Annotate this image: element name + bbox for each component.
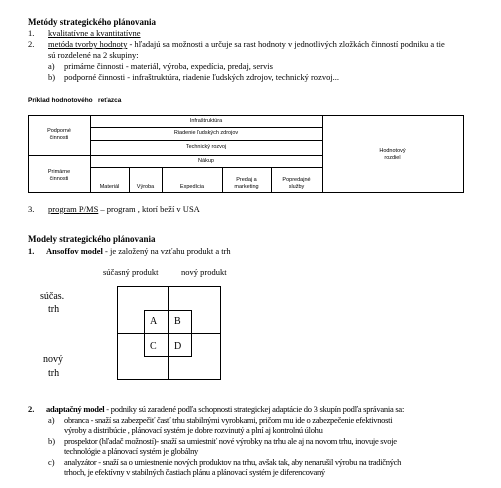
value-chain-label: Príklad hodnotového reťazca (28, 97, 122, 104)
item2-line2: sú rozdelené na 2 skupiny: (48, 50, 139, 60)
adaptive-title: adaptačný model (46, 404, 105, 414)
item2-sub-a-marker: a) (48, 61, 55, 71)
matrix-row2-label-b: trh (48, 368, 60, 379)
item1-number: 1. (28, 28, 35, 38)
matrix-cell-b: B (174, 316, 181, 327)
s2-item1-line (46, 247, 231, 256)
adaptive-b-line2: technológie a plánovací systém je globálny (64, 446, 198, 456)
matrix-row1-label-a: súčas. (40, 291, 65, 302)
matrix-cell-a: A (150, 316, 158, 327)
adaptive-c-line2: trhoch, je efektívny v stabilných častiach plánu a plánovací systém je diferencovaný (64, 467, 325, 477)
item2-line1 (48, 40, 445, 49)
matrix-col-new-product: nový produkt (181, 267, 227, 277)
matrix-cell-d: D (174, 341, 182, 352)
primary-col-material: Materiál (99, 184, 120, 190)
adaptive-rest: - podniky sú zaradené podľa schopnosti strategickej adaptácie do 3 skupín podľa správania sa: (104, 404, 405, 414)
adaptive-c-marker: c) (48, 457, 55, 467)
adaptive-c-line1: analyzátor - snaží sa o umiestnenie nových produktov na trhu, avšak tak, aby nenarušil výrobu na tradičných (64, 457, 402, 467)
adaptive-a-line2: výroby a distribúcie , plánovací systém je dobre rozvinutý a plní aj kontrolnú úlohu (64, 425, 323, 435)
support-activities-label: Podporné činnosti (47, 128, 71, 141)
tech-cell: Technický rozvoj (185, 144, 227, 150)
hr-cell: Riadenie ľudských zdrojov (173, 130, 239, 136)
item3-title: program P/MS (48, 204, 99, 214)
item2-rest: - hľadajú sa možnosti a určuje sa rast hodnoty v jednotlivých zložkách činností podniku a tie (127, 39, 445, 49)
adaptive-a-line1: obranca - snaží sa zabezpečiť časť trhu stabilnými vyrobkami, pričom mu ide o zabezpečenie efektivnosti (64, 415, 393, 425)
matrix-cell-c: C (150, 341, 157, 352)
item2-number: 2. (28, 39, 35, 49)
item3-number: 3. (28, 204, 35, 214)
item2-title: metóda tvorby hodnoty (48, 39, 128, 49)
item3-rest: – program , ktorí beží v USA (98, 204, 200, 214)
matrix-row2-label-a: nový (43, 354, 63, 365)
adaptive-b-line1: prospektor (hľadač možností)- snaží sa umiestniť nové výrobky na trhu ale aj na novom trhu, inovuje svoje (64, 436, 397, 446)
adaptive-a-marker: a) (48, 415, 55, 425)
ansoff-rest: - je založený na vzťahu produkt a trh (102, 246, 231, 256)
matrix-row1-label-b: trh (48, 304, 60, 315)
item1-text: kvalitatívne a kvantitatívne (48, 28, 141, 38)
item2-sub-b-marker: b) (48, 72, 56, 82)
value-difference-cell: Hodnotový rozdiel (379, 148, 406, 161)
ansoff-title: Ansoffov model (46, 246, 103, 256)
infrastructure-cell: Infraštruktúra (189, 118, 223, 124)
adaptive-b-marker: b) (48, 436, 56, 446)
primary-activities-label: Primárne činnosti (47, 169, 71, 182)
s2-item2-line (46, 405, 404, 414)
s2-item1-number: 1. (28, 246, 35, 256)
section2-title: Modely strategického plánovania (28, 234, 156, 244)
matrix-col-current-product: súčasný produkt (103, 267, 159, 277)
item2-sub-b-text: podporné činnosti - infraštruktúra, riadenie ľudských zdrojov, technický rozvoj... (64, 72, 340, 82)
primary-col-sales: Predaj a marketing (234, 177, 259, 190)
primary-col-expedition: Expedícia (179, 184, 205, 190)
primary-col-service: Popredajné služby (282, 177, 311, 190)
section1-title: Metódy strategického plánovania (28, 17, 156, 27)
item3-line (48, 205, 200, 214)
procurement-cell: Nákup (198, 158, 214, 164)
primary-col-production: Výroba (136, 184, 155, 190)
item2-sub-a-text: primárne činnosti - materiál, výroba, expedícia, predaj, servis (64, 61, 273, 71)
s2-item2-number: 2. (28, 404, 35, 414)
